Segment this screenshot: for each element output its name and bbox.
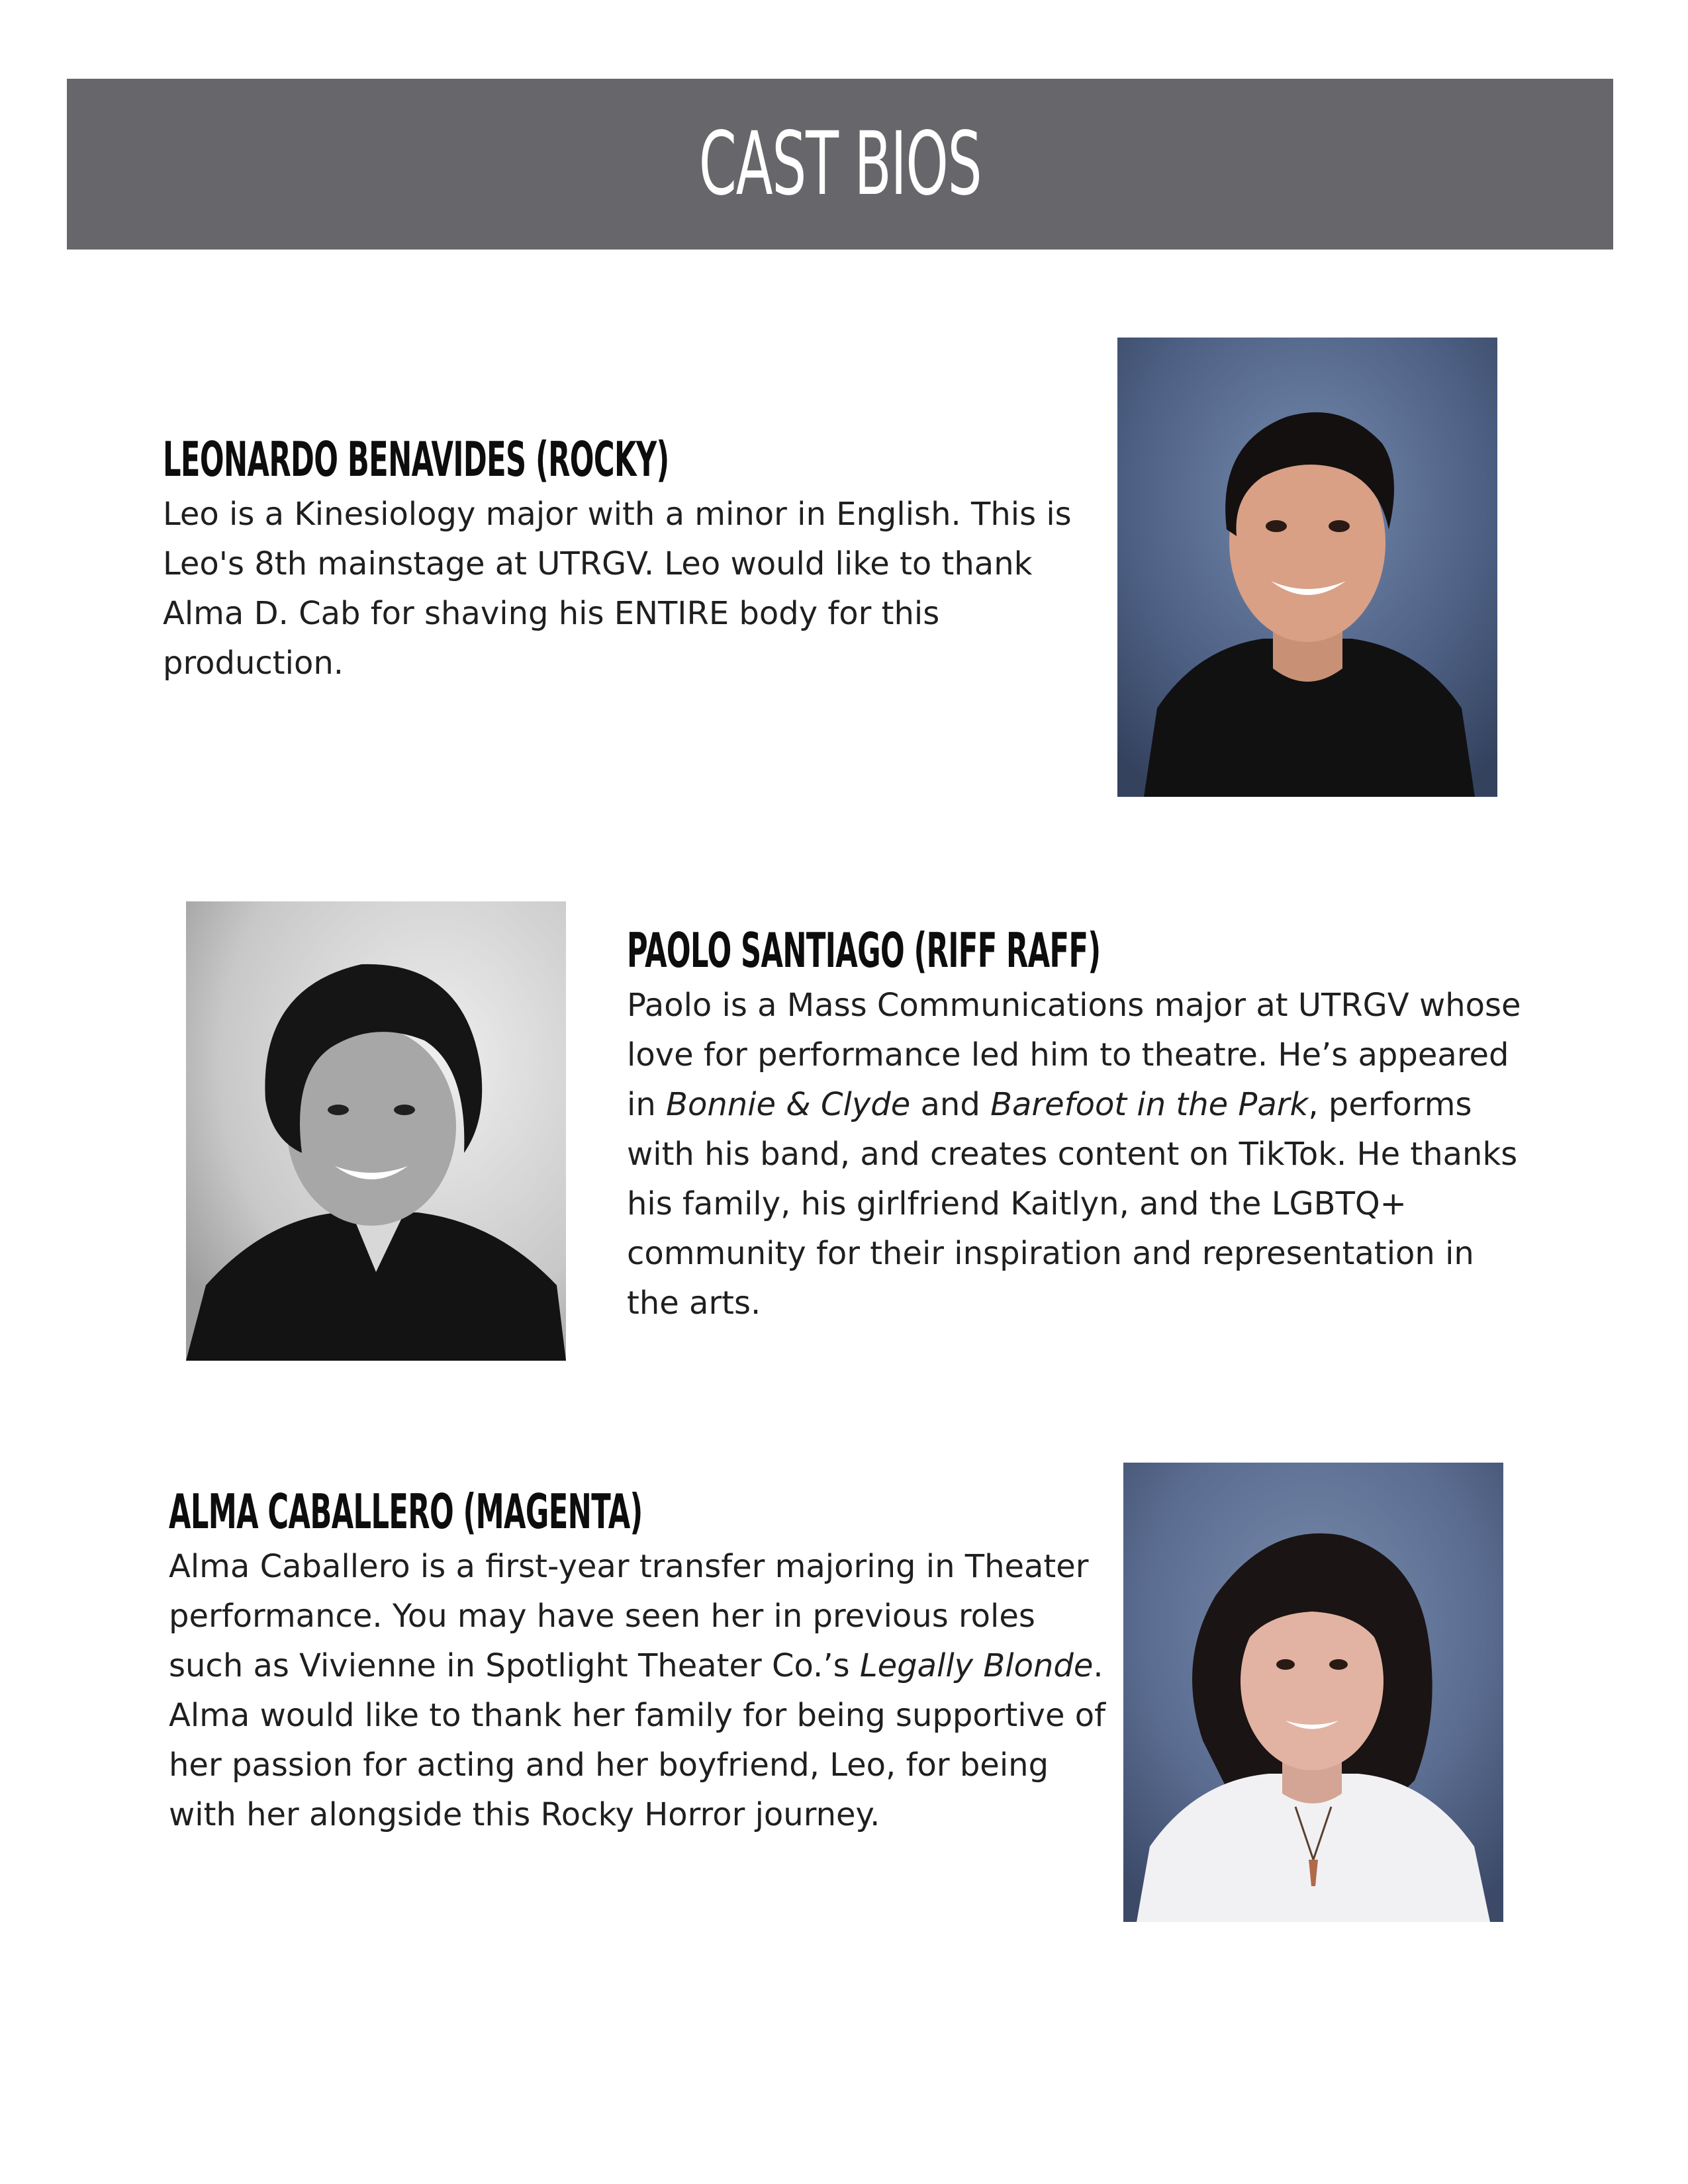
bio-text-segment: Leo is a Kinesiology major with a minor in English. This is Leo's 8th mainstage at UTRGV. Leo would like to thank Alma D. Cab for shaving his ENTIRE body for this production. [163,496,1072,682]
bio-text-segment: and [910,1086,991,1123]
bio-text [163,490,1083,688]
page-title: CAST BIOS [698,113,982,215]
bio-italic-title: Bonnie & Clyde [666,1086,911,1123]
bio-name: ALMA CABALLERO (MAGENTA) [169,1484,643,1539]
bio-italic-title: Legally Blonde [859,1647,1094,1684]
bio-name: PAOLO SANTIAGO (RIFF RAFF) [627,923,1101,978]
header-band [67,79,1613,250]
headshot-paolo [186,901,566,1361]
bio-text-segment: , performs with his band, and creates content on TikTok. He thanks his family, his girlfriend Kaitlyn, and the LGBTQ+ community for their inspiration and representation in the arts. [627,1086,1518,1322]
bio-text-segment: Paolo is a Mass Communications major at UTRGV whose love for performance led him to theatre. He’s appeared in [627,987,1521,1123]
bio-text [169,1542,1109,1840]
bio-text-segment: Alma Caballero is a first-year transfer majoring in Theater performance. You may have seen her in previous roles such as Vivienne in Spotlight Theater Co.’s [169,1548,1089,1684]
bio-paolo [627,923,1527,1328]
bio-name: LEONARDO BENAVIDES (ROCKY) [163,432,669,487]
bio-italic-title: Barefoot in the Park [990,1086,1309,1123]
bio-text-segment: . Alma would like to thank her family for being supportive of her passion for acting and her boyfriend, Leo, for being with her alongside this Rocky Horror journey. [169,1647,1106,1833]
portrait-image [1117,338,1497,797]
portrait-image [186,901,566,1361]
portrait-image [1123,1463,1503,1922]
bio-leonardo [163,432,1083,688]
bio-text [627,981,1527,1328]
bio-alma [169,1484,1109,1840]
headshot-alma [1123,1463,1503,1922]
headshot-leonardo [1117,338,1497,797]
